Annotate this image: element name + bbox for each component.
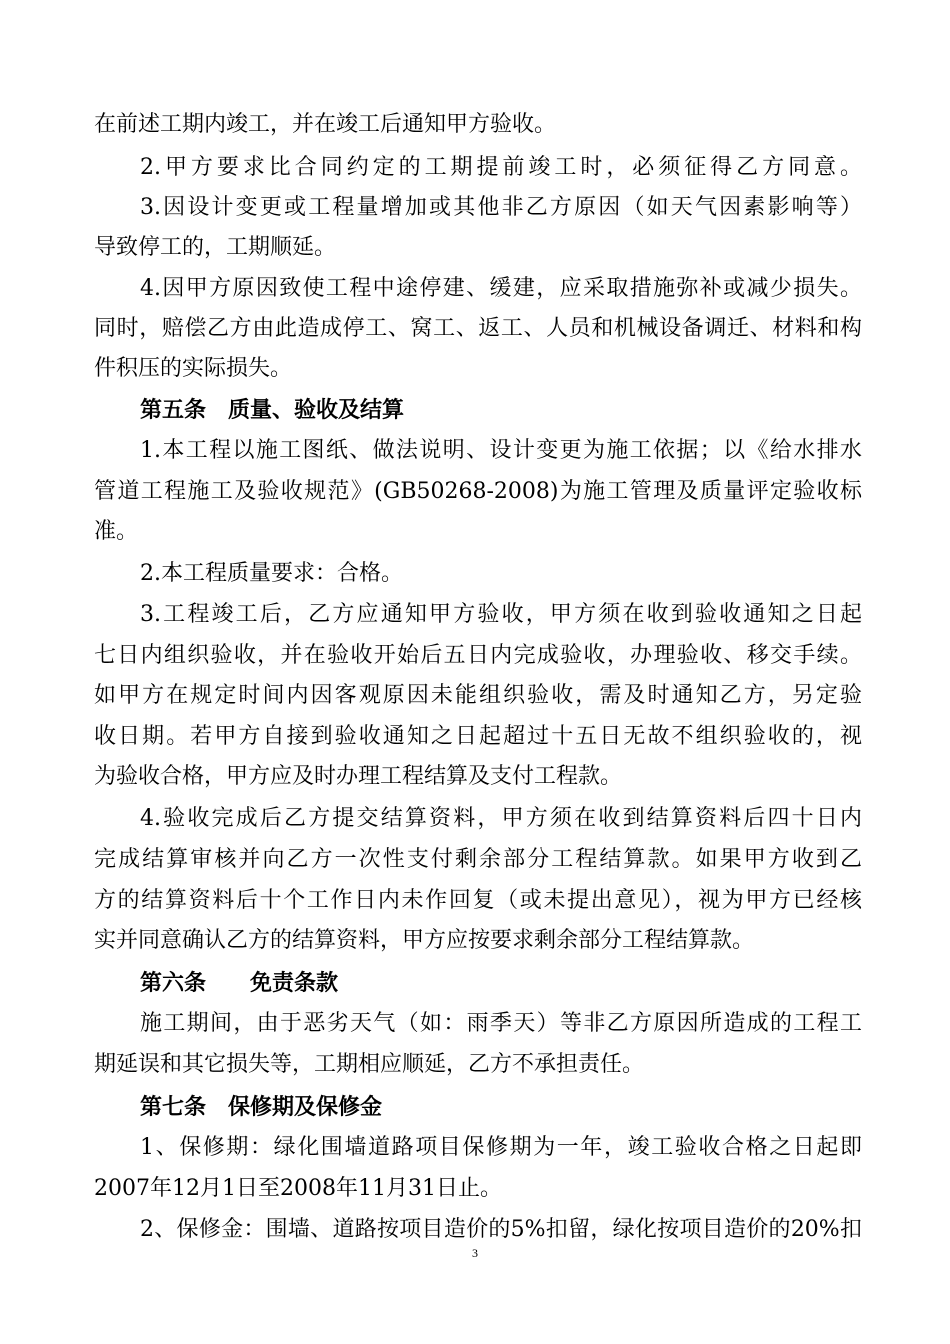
section-heading: 第六条 免责条款 (140, 970, 339, 996)
text-line: 件积压的实际损失。 (94, 356, 293, 381)
text-line: 1.本工程以施工图纸、做法说明、设计变更为施工依据；以《给水排水 (140, 438, 862, 463)
text-line: 如甲方在规定时间内因客观原因未能组织验收，需及时通知乙方，另定验 (94, 683, 862, 708)
text-line: 同时，赔偿乙方由此造成停工、窝工、返工、人员和机械设备调迁、材料和构 (94, 316, 862, 341)
text-line: 为验收合格，甲方应及时办理工程结算及支付工程款。 (94, 764, 623, 789)
text-line: 管道工程施工及验收规范》(GB50268-2008)为施工管理及质量评定验收标 (94, 479, 862, 504)
text-line: 4.因甲方原因致使工程中途停建、缓建，应采取措施弥补或减少损失。 (140, 276, 862, 301)
text-line: 期延误和其它损失等，工期相应顺延，乙方不承担责任。 (94, 1052, 645, 1077)
text-line: 在前述工期内竣工，并在竣工后通知甲方验收。 (94, 112, 557, 137)
text-line: 2.本工程质量要求：合格。 (140, 561, 403, 586)
text-line: 2.甲方要求比合同约定的工期提前竣工时，必须征得乙方同意。 (140, 155, 862, 180)
text-line: 1、保修期：绿化围墙道路项目保修期为一年，竣工验收合格之日起即 (140, 1135, 862, 1160)
page-number: 3 (472, 1246, 478, 1260)
text-line: 3.因设计变更或工程量增加或其他非乙方原因（如天气因素影响等） (140, 195, 862, 220)
section-heading: 第五条 质量、验收及结算 (140, 397, 405, 423)
text-line: 准。 (94, 519, 139, 544)
text-line: 实并同意确认乙方的结算资料，甲方应按要求剩余部分工程结算款。 (94, 928, 755, 953)
text-line: 完成结算审核并向乙方一次性支付剩余部分工程结算款。如果甲方收到乙 (94, 847, 862, 872)
text-line: 七日内组织验收，并在验收开始后五日内完成验收，办理验收、移交手续。 (94, 643, 862, 668)
section-heading: 第七条 保修期及保修金 (140, 1094, 383, 1120)
text-line: 施工期间，由于恶劣天气（如：雨季天）等非乙方原因所造成的工程工 (140, 1011, 862, 1036)
text-line: 导致停工的，工期顺延。 (94, 235, 337, 260)
text-line: 方的结算资料后十个工作日内未作回复（或未提出意见），视为甲方已经核 (94, 888, 862, 913)
text-line: 2、保修金：围墙、道路按项目造价的5%扣留，绿化按项目造价的20%扣 (140, 1217, 862, 1242)
text-line: 收日期。若甲方自接到验收通知之日起超过十五日无故不组织验收的，视 (94, 724, 862, 749)
text-line: 3.工程竣工后，乙方应通知甲方验收，甲方须在收到验收通知之日起 (140, 602, 862, 627)
text-line: 2007年12月1日至2008年11月31日止。 (94, 1176, 502, 1201)
text-line: 4.验收完成后乙方提交结算资料，甲方须在收到结算资料后四十日内 (140, 806, 862, 831)
